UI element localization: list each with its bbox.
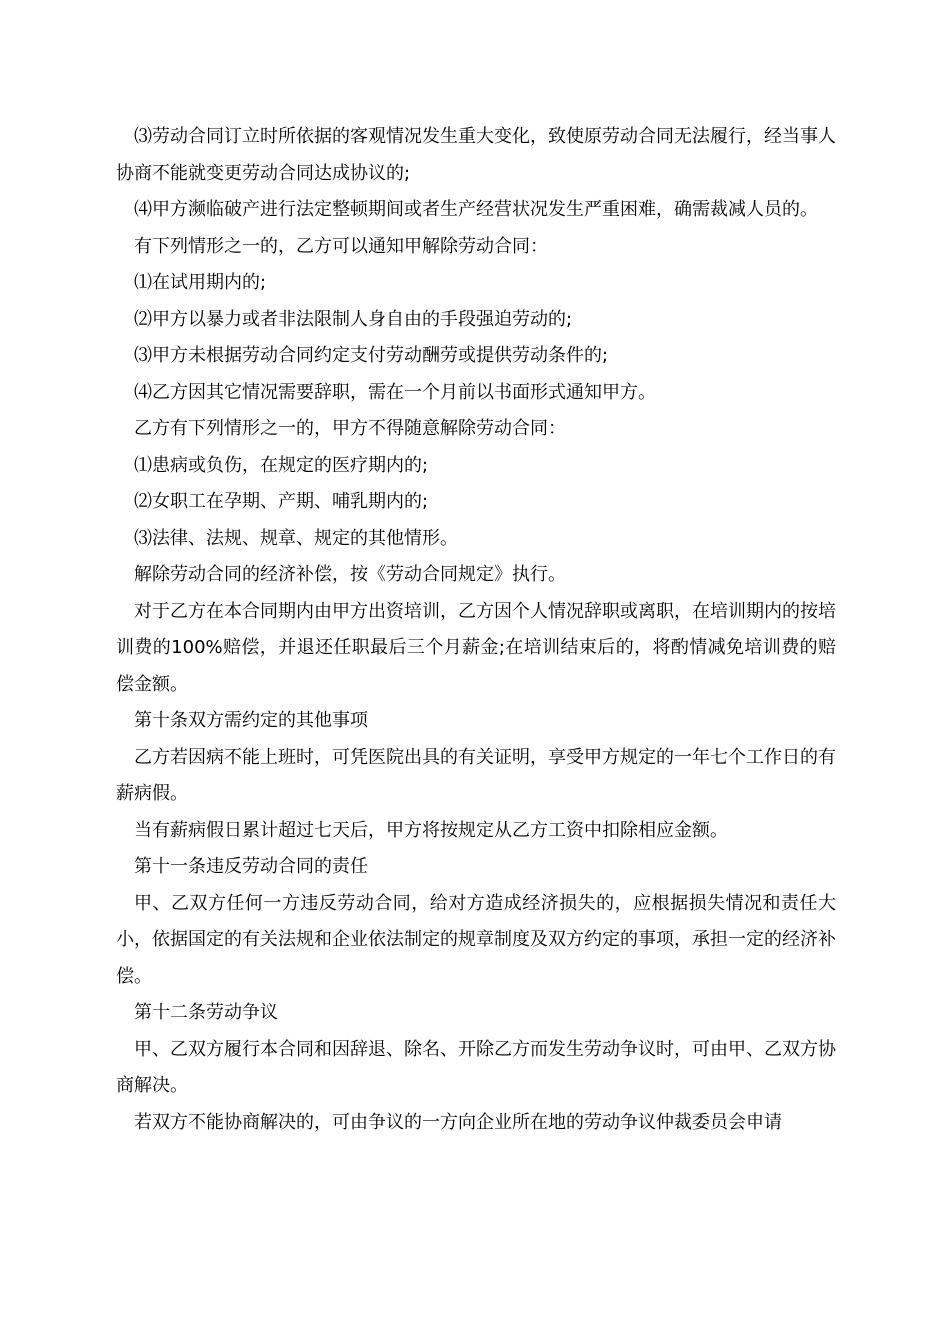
document-body bbox=[116, 119, 836, 1141]
paragraph-dispute-negotiation: 甲、乙双方履行本合同和因辞退、除名、开除乙方而发生劳动争议时，可由甲、乙双方协商解决。 bbox=[116, 1038, 836, 1096]
paragraph-compensation: 解除劳动合同的经济补偿，按《劳动合同规定》执行。 bbox=[134, 564, 566, 585]
paragraph-item-unpaid: ⑶甲方未根据劳动合同约定支付劳动酬劳或提供劳动条件的; bbox=[134, 345, 609, 366]
paragraph-breach-liability: 甲、乙双方任何一方违反劳动合同，给对方造成经济损失的，应根据损失情况和责任大小，依据国定的有关法规和企业依法制定的规章制度及双方约定的事项，承担一定的经济补偿。 bbox=[116, 892, 836, 987]
paragraph-training-refund: 对于乙方在本合同期内由甲方出资培训，乙方因个人情况辞职或离职，在培训期内的按培训费的100%赔偿，并退还任职最后三个月薪金;在培训结束后的，将酌情减免培训费的赔偿金额。 bbox=[116, 600, 836, 695]
heading-article-10: 第十条双方需约定的其他事项 bbox=[134, 710, 368, 731]
paragraph-employee-termination-intro: 有下列情形之一的，乙方可以通知甲解除劳动合同： bbox=[134, 235, 548, 257]
heading-article-11: 第十一条违反劳动合同的责任 bbox=[134, 856, 368, 877]
paragraph-item-probation: ⑴在试用期内的; bbox=[134, 272, 267, 293]
heading-article-12: 第十二条劳动争议 bbox=[134, 1002, 278, 1023]
paragraph-clause-3-objective-change: ⑶劳动合同订立时所依据的客观情况发生重大变化，致使原劳动合同无法履行，经当事人协商不能就变更劳动合同达成协议的; bbox=[116, 126, 836, 184]
paragraph-item-illness: ⑴患病或负伤，在规定的医疗期内的; bbox=[134, 454, 429, 476]
paragraph-employer-restriction-intro: 乙方有下列情形之一的，甲方不得随意解除劳动合同： bbox=[134, 418, 566, 439]
paragraph-sick-leave-deduction: 当有薪病假日累计超过七天后，甲方将按规定从乙方工资中扣除相应金额。 bbox=[134, 819, 728, 841]
paragraph-dispute-arbitration: 若双方不能协商解决的，可由争议的一方向企业所在地的劳动争议仲裁委员会申请 bbox=[134, 1111, 782, 1133]
paragraph-clause-4-bankruptcy: ⑷甲方濒临破产进行法定整顿期间或者生产经营状况发生严重困难，确需裁减人员的。 bbox=[134, 199, 818, 220]
paragraph-item-forced-labor: ⑵甲方以暴力或者非法限制人身自由的手段强迫劳动的; bbox=[134, 308, 573, 330]
paragraph-sick-leave: 乙方若因病不能上班时，可凭医院出具的有关证明，享受甲方规定的一年七个工作日的有薪病假。 bbox=[116, 746, 836, 804]
paragraph-item-pregnancy: ⑵女职工在孕期、产期、哺乳期内的; bbox=[134, 491, 429, 512]
paragraph-item-other-law: ⑶法律、法规、规章、规定的其他情形。 bbox=[134, 527, 458, 549]
paragraph-item-resignation: ⑷乙方因其它情况需要辞职，需在一个月前以书面形式通知甲方。 bbox=[134, 381, 656, 403]
